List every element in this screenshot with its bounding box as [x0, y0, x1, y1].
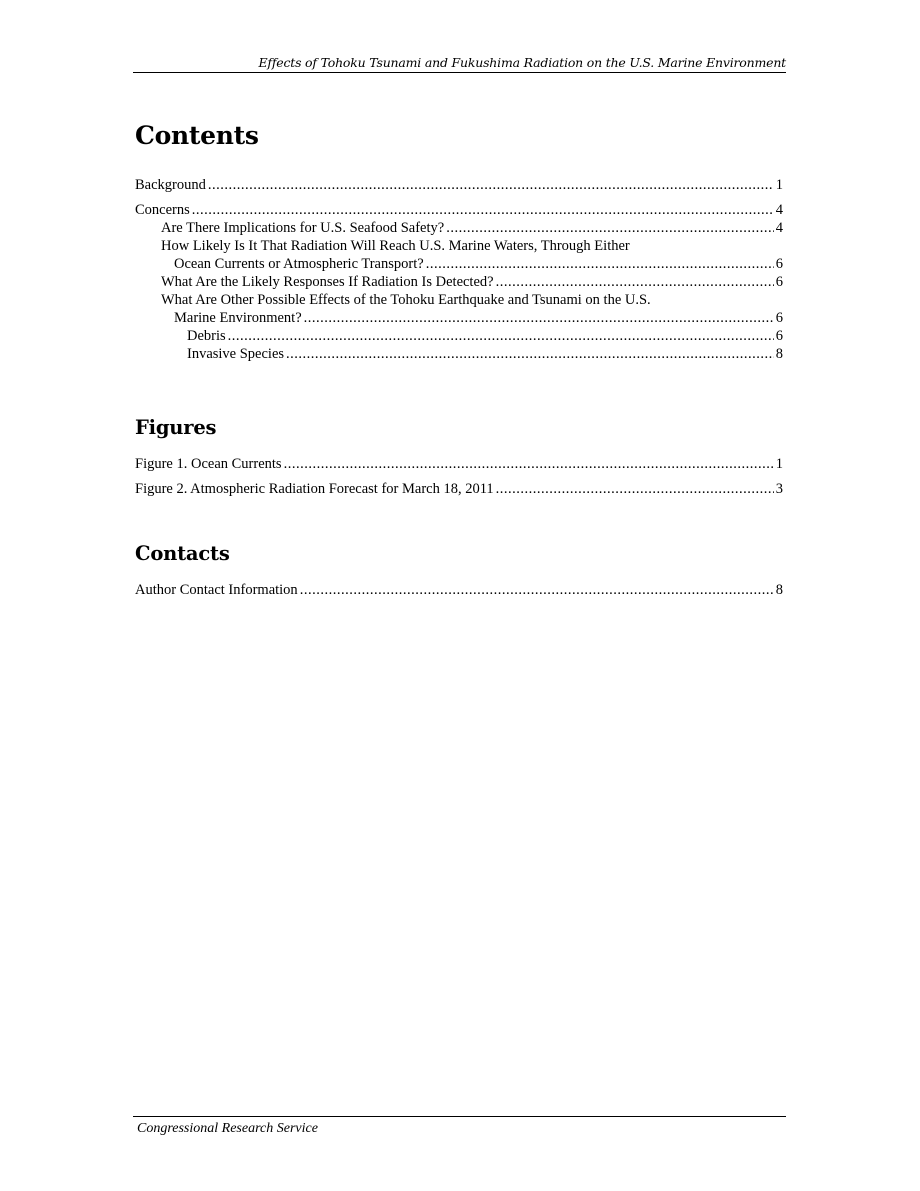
- toc-entry-text: Figure 2. Atmospheric Radiation Forecast for March 18, 2011: [135, 481, 494, 497]
- toc-entry-concerns[interactable]: [135, 201, 783, 219]
- toc-entry-invasive-species[interactable]: [135, 345, 783, 363]
- toc-entry-other-effects[interactable]: [135, 291, 783, 327]
- figures-list: [135, 455, 783, 498]
- toc-entry-seafood-safety[interactable]: [135, 219, 783, 237]
- dot-leader: [228, 327, 774, 345]
- dot-leader: [286, 345, 774, 363]
- dot-leader: [208, 176, 774, 194]
- toc-entry-text: Figure 1. Ocean Currents: [135, 456, 282, 472]
- toc-entry-figure-1[interactable]: [135, 455, 783, 473]
- toc-page-number: 6: [775, 328, 783, 344]
- contents-list: [135, 176, 783, 363]
- toc-page-number: 3: [775, 481, 783, 497]
- toc-page-number: 6: [775, 256, 783, 272]
- toc-entry-text-line2: Ocean Currents or Atmospheric Transport?: [174, 256, 424, 272]
- running-footer: Congressional Research Service: [137, 1121, 318, 1136]
- toc-entry-text: Are There Implications for U.S. Seafood Safety?: [161, 220, 445, 236]
- toc-page-number: 1: [775, 456, 783, 472]
- contacts-heading: Contacts: [135, 542, 230, 565]
- toc-entry-text-line1: How Likely Is It That Radiation Will Reach U.S. Marine Waters, Through Either: [161, 238, 630, 254]
- toc-entry-text: Author Contact Information: [135, 582, 298, 598]
- dot-leader: [304, 309, 774, 327]
- toc-page-number: 4: [775, 220, 783, 236]
- toc-entry-author-contact[interactable]: [135, 581, 783, 599]
- toc-page-number: 6: [775, 274, 783, 290]
- header-rule: [133, 72, 786, 73]
- footer-rule: [133, 1116, 786, 1117]
- toc-page-number: 1: [775, 177, 783, 193]
- toc-entry-text: Debris: [187, 328, 226, 344]
- toc-entry-text: Invasive Species: [187, 346, 285, 362]
- dot-leader: [192, 201, 774, 219]
- spacer: [135, 473, 783, 480]
- toc-entry-debris[interactable]: [135, 327, 783, 345]
- toc-entry-text: What Are the Likely Responses If Radiation Is Detected?: [161, 274, 494, 290]
- toc-entry-figure-2[interactable]: [135, 480, 783, 498]
- toc-entry-background[interactable]: [135, 176, 783, 194]
- toc-page-number: 4: [775, 202, 783, 218]
- toc-entry-radiation-reach[interactable]: [135, 237, 783, 273]
- toc-entry-text: Concerns: [135, 202, 190, 218]
- figures-heading: Figures: [135, 416, 217, 439]
- toc-entry-text: Background: [135, 177, 206, 193]
- toc-page-number: 6: [775, 310, 783, 326]
- dot-leader: [300, 581, 774, 599]
- dot-leader: [284, 455, 774, 473]
- dot-leader: [426, 255, 774, 273]
- running-header: Effects of Tohoku Tsunami and Fukushima Radiation on the U.S. Marine Environment: [258, 55, 786, 70]
- spacer: [135, 194, 783, 201]
- toc-page-number: 8: [775, 582, 783, 598]
- toc-entry-text-line1: What Are Other Possible Effects of the Tohoku Earthquake and Tsunami on the U.S.: [161, 292, 651, 308]
- contents-heading: Contents: [135, 121, 259, 150]
- dot-leader: [496, 480, 774, 498]
- dot-leader: [446, 219, 774, 237]
- contacts-list: [135, 581, 783, 599]
- toc-entry-likely-responses[interactable]: [135, 273, 783, 291]
- toc-page-number: 8: [775, 346, 783, 362]
- dot-leader: [496, 273, 774, 291]
- toc-entry-text-line2: Marine Environment?: [174, 310, 302, 326]
